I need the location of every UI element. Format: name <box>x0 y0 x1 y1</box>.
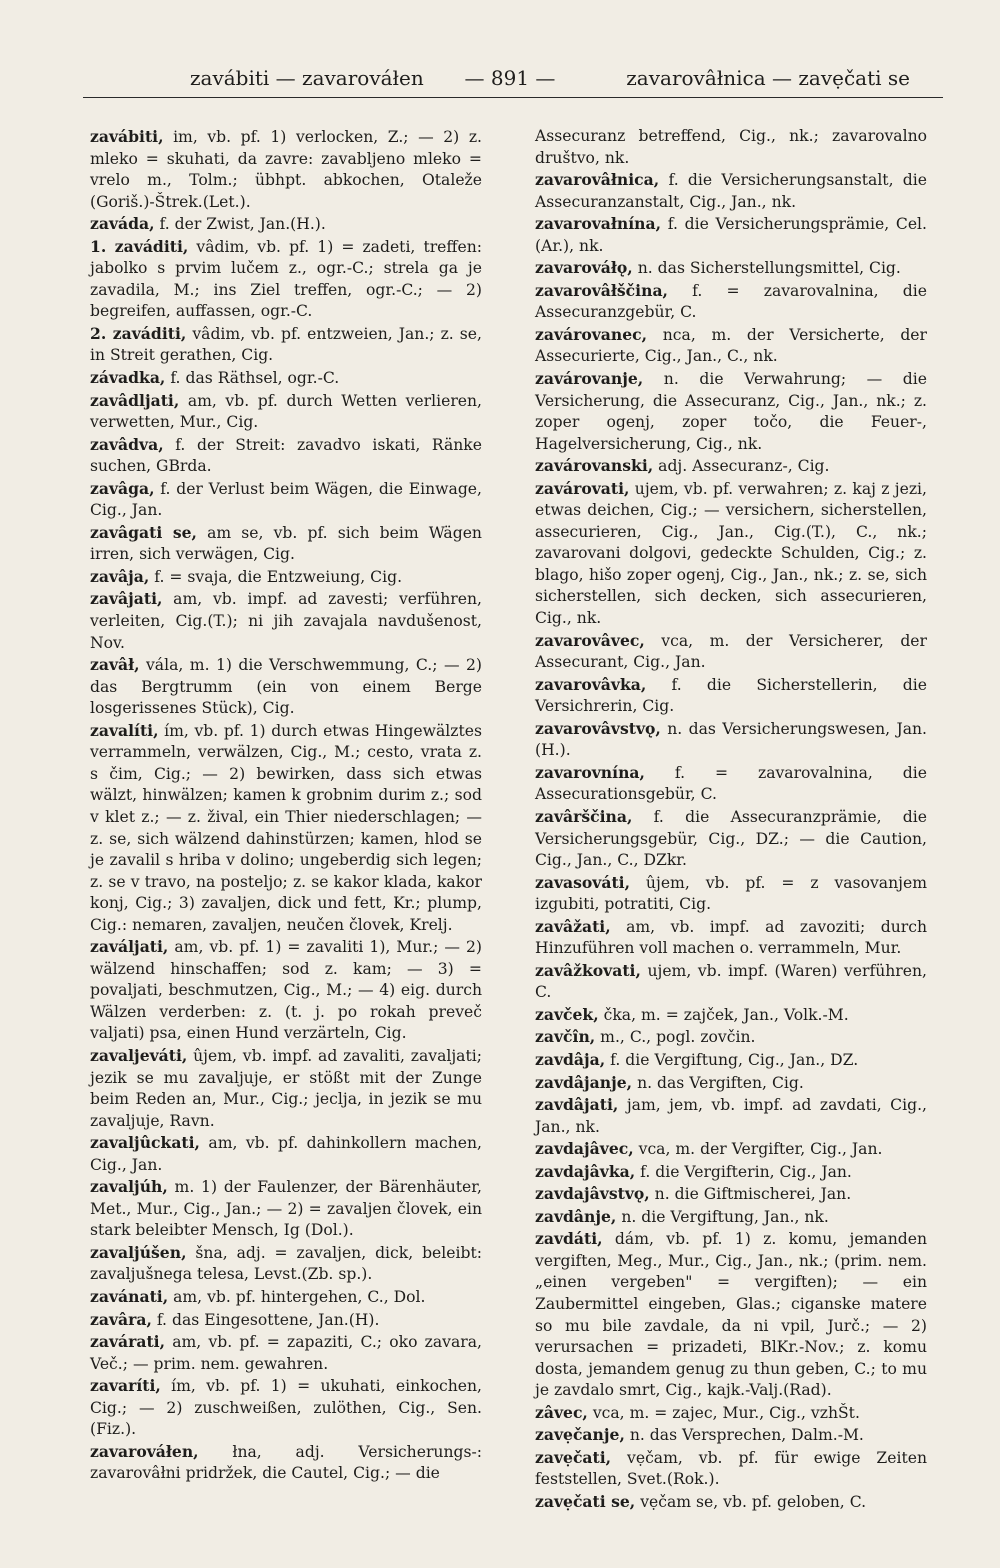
dictionary-entry <box>90 126 482 213</box>
entry-definition: n. die Vergiftung, Jan., nk. <box>616 1207 829 1226</box>
entry-headword: zavábiti, <box>90 127 164 146</box>
entry-headword: zavasováti, <box>535 872 631 892</box>
dictionary-entry <box>90 1331 482 1375</box>
dictionary-entry <box>535 1072 927 1095</box>
entry-definition: f. das Eingesottene, Jan.(H). <box>151 1310 380 1329</box>
entry-headword: 2. zaváditi, <box>90 323 187 343</box>
entry-headword: 1. zaváditi, <box>90 236 189 256</box>
entry-headword: zavdajâvstvǫ, <box>535 1184 650 1204</box>
entry-definition: n. die Verwahrung; — die Versicherung, die Assecuranz, Cig., Jan., nk.; z. zoper ogenj, zoper točo, die Feuer-, Hagelversicherung, Cig., nk. <box>535 370 927 453</box>
dictionary-entry <box>90 1309 482 1332</box>
entry-headword: zavaljeváti, <box>90 1045 188 1065</box>
entry-headword: zavdâja, <box>535 1049 606 1069</box>
dictionary-entry <box>535 1004 927 1027</box>
dictionary-entry <box>90 323 482 367</box>
entry-headword: zavâja, <box>90 566 150 586</box>
dictionary-entry <box>90 1375 482 1441</box>
entry-headword: zavâžkovati, <box>535 960 641 980</box>
dictionary-entry <box>535 126 927 169</box>
entry-definition: f. = svaja, die Entzweiung, Cig. <box>149 567 403 586</box>
dictionary-entry <box>90 588 482 654</box>
entry-definition: n. das Versicherungswesen, Jan.(H.). <box>535 719 927 760</box>
dictionary-entry <box>535 1049 927 1072</box>
entry-definition: f. = zavarovalnina, die Assecurationsgebür, C. <box>535 763 927 804</box>
entry-definition: am, vb. pf. 1) = zavaliti 1), Mur.; — 2) wälzend hinschaffen; sod z. kam; — 3) = povaljati, beschmutzen, Cig., M.; — 4) eig. durch Wälzen verderben: z. (t. j. po rokah preveč valjati) psa, einen Hund verzärteln, Cig. <box>90 938 482 1043</box>
entry-definition: vca, m. der Vergifter, Cig., Jan. <box>633 1140 883 1159</box>
entry-definition: n. das Versprechen, Dalm.-M. <box>624 1426 864 1445</box>
dictionary-entry <box>535 674 927 718</box>
entry-headword: zavâgati se, <box>90 522 197 542</box>
dictionary-entry <box>535 213 927 257</box>
entry-headword: zavâga, <box>90 478 155 498</box>
dictionary-entry <box>535 1206 927 1229</box>
dictionary-entry <box>535 630 927 674</box>
dictionary-entry <box>90 478 482 522</box>
entry-definition: f. die Assecuranzprämie, die Versicherungsgebür, Cig., DZ.; — die Caution, Cig., Jan., C., DZkr. <box>535 807 927 870</box>
entry-headword: závadka, <box>90 368 166 388</box>
entry-headword: zavarovâvstvǫ, <box>535 718 661 738</box>
entry-definition: łna, adj. Versicherungs-: zavarovâłni pridržek, die Cautel, Cig.; — die <box>90 1442 482 1483</box>
dictionary-entry <box>535 1026 927 1049</box>
dictionary-entry <box>90 654 482 720</box>
dictionary-entry <box>535 1161 927 1184</box>
entry-definition: f. die Sicherstellerin, die Versichrerin, Cig. <box>535 675 927 716</box>
entry-headword: zavarovâvka, <box>535 674 647 694</box>
entry-definition: n. das Sicherstellungsmittel, Cig. <box>632 259 901 278</box>
entry-headword: zavâdva, <box>90 434 164 454</box>
entry-headword: zavarovâłščina, <box>535 280 668 300</box>
entry-headword: zavdajâvec, <box>535 1139 634 1159</box>
dictionary-entry <box>90 390 482 434</box>
header-rule <box>83 97 943 98</box>
dictionary-entry <box>535 872 927 916</box>
entry-definition: f. das Räthsel, ogr.-C. <box>165 369 340 388</box>
header-right-guideword: zavarovâłnica — zavẹčati se <box>626 66 910 90</box>
dictionary-entry <box>535 257 927 280</box>
entry-headword: zavček, <box>535 1004 599 1024</box>
entry-headword: zaváda, <box>90 214 155 234</box>
left-column <box>90 126 482 1485</box>
entry-headword: zavâra, <box>90 1309 152 1329</box>
dictionary-entry <box>535 1228 927 1401</box>
dictionary-entry <box>90 1176 482 1242</box>
entry-headword: zavaljûckati, <box>90 1133 200 1153</box>
dictionary-entry <box>535 455 927 478</box>
entry-headword: zavarováłen, <box>90 1441 199 1461</box>
dictionary-entry <box>535 1447 927 1491</box>
entry-definition: f. der Verlust beim Wägen, die Einwage, Cig., Jan. <box>90 479 482 520</box>
entry-definition: vẹčam, vb. pf. für ewige Zeiten feststellen, Svet.(Rok.). <box>535 1448 927 1489</box>
entry-definition: vca, m. der Versicherer, der Assecurant, Cig., Jan. <box>535 631 927 672</box>
entry-definition: Assecuranz betreffend, Cig., nk.; zavarovalno društvo, nk. <box>535 127 927 167</box>
entry-definition: ûjem, vb. impf. ad zavaliti, zavaljati; jezik se mu zavaljuje, er stößt mit der Zunge beim Reden an, Mur., Cig.; jeclja, in jezik se mu zavaljuje, Ravn. <box>90 1046 482 1130</box>
dictionary-entry <box>90 367 482 390</box>
entry-definition: f. der Streit: zavadvo iskati, Ränke suchen, GBrda. <box>90 435 482 476</box>
dictionary-entry <box>90 1132 482 1176</box>
dictionary-entry <box>90 566 482 589</box>
dictionary-entry <box>535 324 927 368</box>
dictionary-entry <box>535 1183 927 1206</box>
entry-definition: im, vb. pf. 1) verlocken, Z.; — 2) z. mleko = skuhati, da zavre: zavabljeno mleko = vrelo m., Tolm.; übhpt. abkochen, Otaleže (Goriš.)-Štrek.(Let.). <box>90 128 482 211</box>
entry-headword: zavâjati, <box>90 589 163 609</box>
entry-headword: zavarovnína, <box>535 762 645 782</box>
dictionary-entry <box>90 1286 482 1309</box>
entry-headword: zavdâjanje, <box>535 1072 633 1092</box>
dictionary-entry <box>535 280 927 324</box>
entry-definition: vâdim, vb. pf. 1) = zadeti, treffen: jabolko s prvim lučem z., ogr.-C.; strela ga je zavadila, M.; ins Ziel treffen, ogr.-C.; — 2) begreifen, auffassen, ogr.-C. <box>90 237 483 321</box>
entry-headword: zavalíti, <box>90 720 159 740</box>
dictionary-entry <box>90 936 482 1045</box>
entry-headword: zavárovanski, <box>535 456 654 476</box>
entry-definition: ím, vb. pf. 1) = ukuhati, einkochen, Cig.; — 2) zuschweißen, zulöthen, Cig., Sen. (Fiz.). <box>90 1377 482 1439</box>
entry-definition: am, vb. impf. ad zavesti; verführen, verleiten, Cig.(T.); ni jih zavajala navdušenost, Nov. <box>90 590 482 652</box>
entry-headword: zavaljúh, <box>90 1177 168 1197</box>
entry-definition: f. die Versicherungsprämie, Cel. (Ar.), nk. <box>535 215 927 255</box>
entry-definition: vála, m. 1) die Verschwemmung, C.; — 2) das Bergtrumm (ein von einem Berge losgerissenes Stück), Cig. <box>90 656 482 718</box>
dictionary-entry <box>535 916 927 960</box>
entry-definition: m., C., pogl. zovčin. <box>595 1028 756 1047</box>
entry-headword: zavâžati, <box>535 916 611 936</box>
entry-headword: zavẹčati se, <box>535 1491 636 1511</box>
dictionary-entry <box>90 213 482 236</box>
entry-headword: zavdáti, <box>535 1229 603 1249</box>
dictionary-entry <box>535 1138 927 1161</box>
dictionary-entry <box>535 169 927 213</box>
dictionary-entry <box>90 1045 482 1132</box>
entry-definition: m. 1) der Faulenzer, der Bärenhäuter, Met., Mur., Cig., Jan.; — 2) = zavaljen človek, ein stark beleibter Mensch, Ig (Dol.). <box>90 1178 482 1240</box>
page-number: — 891 — <box>464 66 556 90</box>
entry-headword: zavárovati, <box>535 478 630 498</box>
entry-headword: zavdajâvka, <box>535 1161 636 1181</box>
entry-definition: adj. Assecuranz-, Cig. <box>653 457 830 476</box>
entry-definition: am, vb. pf. durch Wetten verlieren, verwetten, Mur., Cig. <box>90 391 482 432</box>
dictionary-entry <box>535 478 927 630</box>
entry-headword: zavarovâłnica, <box>535 170 660 190</box>
dictionary-entry <box>535 1094 927 1138</box>
entry-definition: am, vb. pf. = zapaziti, C.; oko zavara, Več.; — prim. nem. gewahren. <box>90 1333 482 1373</box>
entry-headword: zavdânje, <box>535 1206 617 1226</box>
header-left-guideword: zavábiti — zavarováłen <box>190 66 424 90</box>
entry-definition: ujem, vb. impf. (Waren) verführen, C. <box>535 961 927 1002</box>
entry-definition: šna, adj. = zavaljen, dick, beleibt: zavaljušnega telesa, Levst.(Zb. sp.). <box>90 1243 482 1284</box>
entry-headword: zavaljúšen, <box>90 1242 187 1262</box>
dictionary-entry <box>90 1441 482 1485</box>
entry-headword: zavárovanje, <box>535 369 644 389</box>
dictionary-entry <box>535 762 927 806</box>
entry-definition: jam, jem, vb. impf. ad zavdati, Cig., Jan., nk. <box>535 1096 927 1136</box>
entry-headword: zavánati, <box>90 1286 169 1306</box>
entry-definition: ím, vb. pf. 1) durch etwas Hingewälztes verrammeln, verwälzen, Cig., M.; cesto, vrata z. s čim, Cig.; — 2) bewirken, dass sich etwas wälzt, hinwälzen; kamen k grobnim durim z.; sod v klet z.; — z. žival, ein Thier niederschlagen; — z. se, sich wälzend dahinstürzen; kamen, hlod se je zavalil s hriba v dolino; ungeberdig sich legen; z. se v travo, na posteljo; z. se kakor klada, kakor konj, Cig.; 3) zavaljen, dick und fett, Kr.; plump, Cig.: nemaren, zavaljen, neučen človek, Krelj. <box>90 721 482 934</box>
dictionary-entry <box>535 1491 927 1514</box>
entry-headword: zavárovanec, <box>535 324 648 344</box>
entry-definition: f. die Versicherungsanstalt, die Assecuranzanstalt, Cig., Jan., nk. <box>535 171 927 211</box>
entry-definition: vẹčam se, vb. pf. geloben, C. <box>635 1492 867 1511</box>
entry-headword: zavarovałnína, <box>535 214 662 234</box>
entry-headword: zavârščina, <box>535 806 633 826</box>
dictionary-entry <box>535 960 927 1004</box>
entry-headword: zavarováłǫ, <box>535 258 633 278</box>
entry-definition: am, vb. impf. ad zavoziti; durch Hinzuführen voll machen o. verrammeln, Mur. <box>535 917 927 958</box>
dictionary-entry <box>90 522 482 566</box>
running-header <box>80 58 940 94</box>
entry-headword: zavâdljati, <box>90 390 180 410</box>
entry-definition: f. die Vergiftung, Cig., Jan., DZ. <box>605 1050 859 1069</box>
dictionary-entry <box>90 434 482 478</box>
entry-definition: ûjem, vb. pf. = z vasovanjem izgubiti, potratiti, Cig. <box>535 873 927 914</box>
entry-headword: zavarovâvec, <box>535 630 645 650</box>
entry-headword: zavdâjati, <box>535 1095 619 1115</box>
dictionary-entry <box>535 718 927 762</box>
entry-definition: am, vb. pf. dahinkollern machen, Cig., Jan. <box>90 1134 482 1174</box>
dictionary-entry <box>535 368 927 455</box>
entry-definition: am se, vb. pf. sich beim Wägen irren, sich verwägen, Cig. <box>90 523 482 564</box>
dictionary-entry <box>535 1402 927 1425</box>
entry-definition: f. die Vergifterin, Cig., Jan. <box>635 1162 852 1181</box>
entry-definition: f. = zavarovalnina, die Assecuranzgebür, C. <box>535 281 927 322</box>
entry-definition: dám, vb. pf. 1) z. komu, jemanden vergiften, Meg., Mur., Cig., Jan., nk.; (prim. nem. „einen vergeben" = vergiften); — ein Zaubermittel eingeben, Glas.; ciganske matere so mu bile zavdale, da ni vpil, Jurč.; — 2) verursachen = prizadeti, BlKr.-Nov.; z. komu dosta, jemandem genug zu thun geben, C.; to mu je zavdalo smrt, Cig., kajk.-Valj.(Rad). <box>535 1230 927 1400</box>
dictionary-entry <box>535 1424 927 1447</box>
entry-definition: n. die Giftmischerei, Jan. <box>649 1185 852 1204</box>
entry-headword: zavẹčati, <box>535 1447 612 1467</box>
entry-headword: zavẹčanje, <box>535 1425 625 1445</box>
dictionary-entry <box>535 806 927 872</box>
entry-definition: vca, m. = zajec, Mur., Cig., vzhŠt. <box>587 1403 860 1422</box>
entry-definition: čka, m. = zajček, Jan., Volk.-M. <box>598 1005 849 1024</box>
entry-headword: zavárati, <box>90 1332 165 1352</box>
entry-headword: zavâł, <box>90 655 140 675</box>
entry-headword: zavčîn, <box>535 1027 596 1047</box>
dictionary-entry <box>90 720 482 936</box>
entry-definition: f. der Zwist, Jan.(H.). <box>154 215 326 234</box>
entry-definition: ujem, vb. pf. verwahren; z. kaj z jezi, etwas deichen, Cig.; — versichern, sicherstellen, assecurieren, Cig., Jan., Cig.(T.), C., nk.; zavarovani dolgovi, gedeckte Schulden, Cig.; z. blago, hišo zoper ogenj, Cig., Jan., nk.; z. se, sich sicherstellen, sich decken, sich assecurieren, Cig., nk. <box>535 479 927 628</box>
entry-definition: nca, m. der Versicherte, der Assecurierte, Cig., Jan., C., nk. <box>535 325 927 366</box>
entry-headword: zâvec, <box>535 1402 588 1422</box>
right-column <box>535 126 927 1513</box>
dictionary-entry <box>90 1242 482 1286</box>
entry-headword: zaváljati, <box>90 937 169 957</box>
dictionary-entry <box>90 236 482 323</box>
entry-definition: am, vb. pf. hintergehen, C., Dol. <box>168 1287 426 1306</box>
entry-definition: vâdim, vb. pf. entzweien, Jan.; z. se, in Streit gerathen, Cig. <box>90 324 482 365</box>
entry-definition: n. das Vergiften, Cig. <box>632 1073 804 1092</box>
entry-headword: zavaríti, <box>90 1376 161 1396</box>
